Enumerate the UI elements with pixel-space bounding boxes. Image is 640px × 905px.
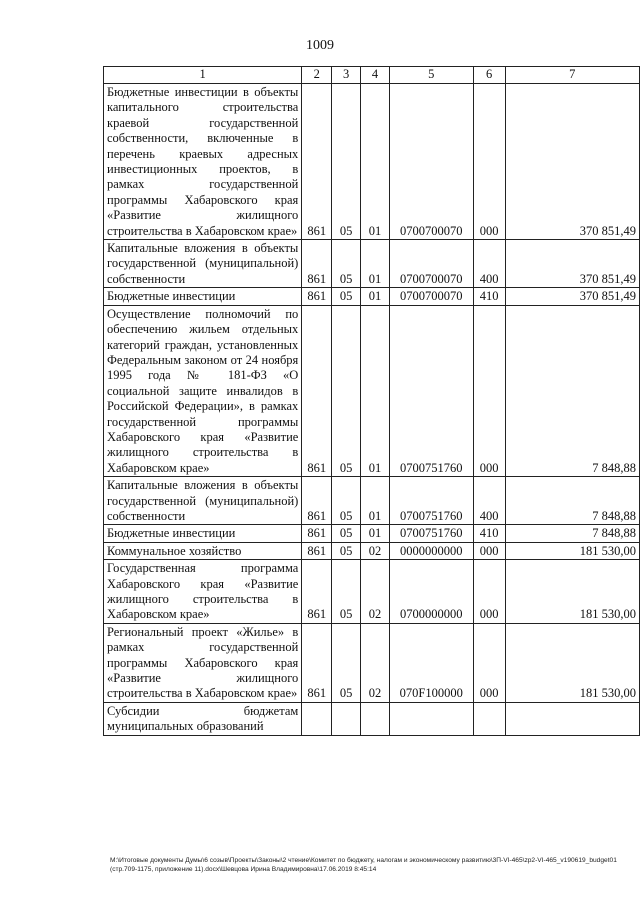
page-number: 1009	[306, 38, 334, 53]
cell-section	[332, 702, 361, 735]
col-header: 4	[361, 67, 390, 84]
cell-type: 000	[473, 305, 505, 476]
cell-section: 05	[332, 477, 361, 525]
cell-amount: 370 851,49	[505, 288, 639, 305]
cell-amount: 7 848,88	[505, 477, 639, 525]
row-name: Региональный проект «Жилье» в рамках государственной программы Хабаровского края «Развитие жилищного строительства в Хабаровском крае»	[104, 623, 302, 702]
cell-subsection: 01	[361, 288, 390, 305]
cell-adm: 861	[302, 84, 332, 240]
table-row	[104, 560, 640, 624]
row-name: Бюджетные инвестиции	[104, 288, 302, 305]
cell-target	[389, 702, 473, 735]
table-row	[104, 477, 640, 525]
cell-section: 05	[332, 623, 361, 702]
cell-subsection: 02	[361, 623, 390, 702]
cell-adm: 861	[302, 525, 332, 542]
cell-amount: 7 848,88	[505, 305, 639, 476]
cell-target: 0700700070	[389, 288, 473, 305]
cell-type: 400	[473, 477, 505, 525]
row-name: Субсидии бюджетам муниципальных образований	[104, 702, 302, 735]
row-name: Бюджетные инвестиции	[104, 525, 302, 542]
col-header: 1	[104, 67, 302, 84]
cell-amount: 370 851,49	[505, 84, 639, 240]
table-row	[104, 525, 640, 542]
cell-type: 000	[473, 623, 505, 702]
cell-adm: 861	[302, 305, 332, 476]
col-header: 2	[302, 67, 332, 84]
cell-type: 000	[473, 84, 505, 240]
table-row	[104, 623, 640, 702]
cell-adm	[302, 702, 332, 735]
cell-target: 0700751760	[389, 477, 473, 525]
cell-subsection: 01	[361, 525, 390, 542]
budget-table	[103, 66, 640, 736]
cell-section: 05	[332, 542, 361, 559]
cell-type: 000	[473, 542, 505, 559]
table-row	[104, 240, 640, 288]
cell-adm: 861	[302, 560, 332, 624]
row-name: Коммунальное хозяйство	[104, 542, 302, 559]
cell-target: 0700751760	[389, 525, 473, 542]
cell-type: 410	[473, 288, 505, 305]
cell-section: 05	[332, 240, 361, 288]
cell-target: 0700751760	[389, 305, 473, 476]
cell-adm: 861	[302, 542, 332, 559]
cell-amount: 370 851,49	[505, 240, 639, 288]
cell-section: 05	[332, 84, 361, 240]
cell-amount: 181 530,00	[505, 560, 639, 624]
cell-adm: 861	[302, 623, 332, 702]
table-row	[104, 702, 640, 735]
col-header: 3	[332, 67, 361, 84]
file-path-footer: M:\Итоговые документы Думы\6 созыв\Проекты\Законы\2 чтение\Комитет по бюджету, налогам и экономическому развитию\3П-VI-465\zp2-VI-465_v190619_budget01 (стр.709-1175, приложение 11).docx\Шевцова Ирина Владимировна\17.06.2019 8:45:14	[110, 857, 617, 873]
col-header: 7	[505, 67, 639, 84]
cell-subsection	[361, 702, 390, 735]
cell-amount: 181 530,00	[505, 623, 639, 702]
cell-type: 000	[473, 560, 505, 624]
cell-target: 0700700070	[389, 240, 473, 288]
cell-amount	[505, 702, 639, 735]
row-name: Осуществление полномочий по обеспечению жильем отдельных категорий граждан, установленных Федеральным законом от 24 ноября 1995 года № 181-ФЗ «О социальной защите инвалидов в Российской Федерации», в рамках государственной программы Хабаровского края «Развитие жилищного строительства в Хабаровском крае»	[104, 305, 302, 476]
header-row	[104, 67, 640, 84]
table-row	[104, 305, 640, 476]
col-header: 6	[473, 67, 505, 84]
cell-target: 070F100000	[389, 623, 473, 702]
cell-subsection: 01	[361, 477, 390, 525]
cell-subsection: 01	[361, 305, 390, 476]
cell-section: 05	[332, 560, 361, 624]
cell-target: 0000000000	[389, 542, 473, 559]
cell-target: 0700000000	[389, 560, 473, 624]
cell-subsection: 01	[361, 240, 390, 288]
cell-subsection: 02	[361, 542, 390, 559]
cell-subsection: 01	[361, 84, 390, 240]
cell-adm: 861	[302, 240, 332, 288]
col-header: 5	[389, 67, 473, 84]
cell-target: 0700700070	[389, 84, 473, 240]
cell-section: 05	[332, 525, 361, 542]
cell-type: 410	[473, 525, 505, 542]
table-row	[104, 542, 640, 559]
cell-section: 05	[332, 288, 361, 305]
cell-adm: 861	[302, 477, 332, 525]
cell-type: 400	[473, 240, 505, 288]
row-name: Государственная программа Хабаровского края «Развитие жилищного строительства в Хабаровском крае»	[104, 560, 302, 624]
row-name: Капитальные вложения в объекты государственной (муниципальной) собственности	[104, 240, 302, 288]
table-row	[104, 288, 640, 305]
cell-section: 05	[332, 305, 361, 476]
row-name: Капитальные вложения в объекты государственной (муниципальной) собственности	[104, 477, 302, 525]
cell-adm: 861	[302, 288, 332, 305]
row-name: Бюджетные инвестиции в объекты капитального строительства краевой государственной собственности, включенные в перечень краевых адресных инвестиционных проектов, в рамках государственной программы Хабаровского края «Развитие жилищного строительства в Хабаровском крае»	[104, 84, 302, 240]
cell-amount: 7 848,88	[505, 525, 639, 542]
cell-type	[473, 702, 505, 735]
cell-subsection: 02	[361, 560, 390, 624]
table-row	[104, 84, 640, 240]
cell-amount: 181 530,00	[505, 542, 639, 559]
